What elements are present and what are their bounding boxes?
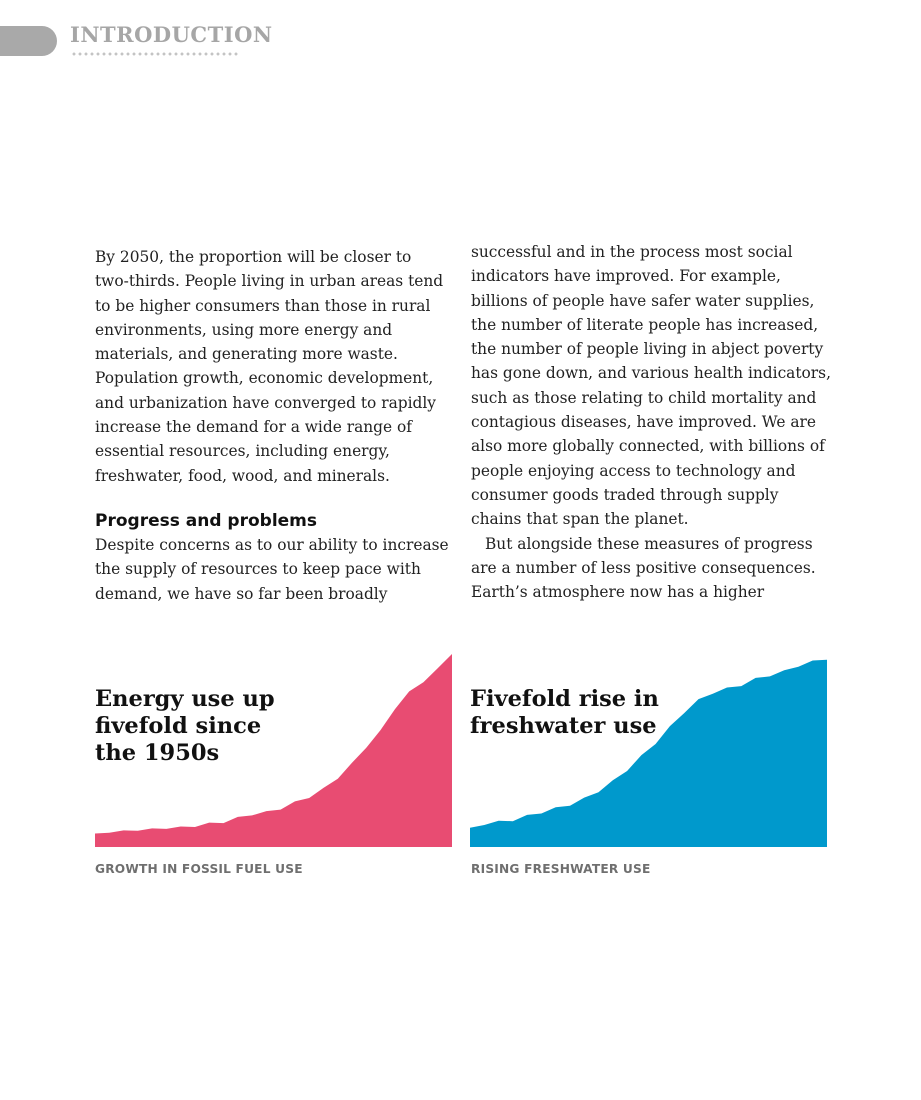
text-line: people enjoying access to technology and xyxy=(471,461,796,480)
dotted-rule xyxy=(71,50,239,58)
left-paragraph-1 xyxy=(95,245,457,488)
text-line: such as those relating to child mortality and xyxy=(471,388,817,407)
chart-title-line: Fivefold rise in xyxy=(470,686,659,712)
text-line: By 2050, the proportion will be closer to xyxy=(95,248,412,266)
chart-caption: GROWTH IN FOSSIL FUEL USE xyxy=(95,862,303,876)
text-line: are a number of less positive consequences. xyxy=(471,558,816,577)
text-line: freshwater, food, wood, and minerals. xyxy=(95,466,390,485)
text-line: the number of people living in abject poverty xyxy=(471,340,824,359)
right-column xyxy=(471,240,833,604)
chart-title-line: freshwater use xyxy=(470,713,657,739)
text-line: the number of literate people has increased, xyxy=(471,315,819,334)
text-line: materials, and generating more waste. xyxy=(95,345,398,364)
chart-title-line: fivefold since xyxy=(95,713,262,739)
chart-title xyxy=(95,686,275,767)
right-paragraph-2 xyxy=(471,532,833,605)
chart-title xyxy=(470,686,659,740)
text-line: and urbanization have converged to rapidly xyxy=(95,393,436,412)
right-paragraph-1 xyxy=(471,240,833,532)
chart-title-line: Energy use up xyxy=(95,686,275,712)
text-line: contagious diseases, have improved. We are xyxy=(471,413,816,432)
text-line: environments, using more energy and xyxy=(95,320,393,339)
text-line: two-thirds. People living in urban areas tend xyxy=(95,272,444,291)
text-line: increase the demand for a wide range of xyxy=(95,418,412,437)
chart-caption: RISING FRESHWATER USE xyxy=(471,862,651,876)
text-line: the supply of resources to keep pace with xyxy=(95,560,421,579)
subheading: Progress and problems xyxy=(95,510,318,531)
text-line: Earth’s atmosphere now has a higher xyxy=(471,583,765,602)
chart-title-line: the 1950s xyxy=(95,740,220,766)
freshwater-area-chart xyxy=(470,650,827,850)
text-line: successful and in the process most social xyxy=(471,243,793,261)
text-line: But alongside these measures of progress xyxy=(485,534,813,553)
left-paragraph-2 xyxy=(95,533,457,606)
text-line: indicators have improved. For example, xyxy=(471,267,781,286)
section-tab xyxy=(0,26,57,56)
text-line: demand, we have so far been broadly xyxy=(95,584,388,603)
text-line: to be higher consumers than those in rural xyxy=(95,296,431,315)
text-line: billions of people have safer water supplies, xyxy=(471,291,815,310)
text-line: Population growth, economic development, xyxy=(95,369,434,388)
text-line: Despite concerns as to our ability to increase xyxy=(95,535,449,554)
section-heading: INTRODUCTION xyxy=(70,22,273,47)
text-line: also more globally connected, with billions of xyxy=(471,437,825,456)
energy-chart xyxy=(95,650,452,850)
left-column xyxy=(95,245,457,606)
freshwater-chart xyxy=(470,650,827,850)
text-line: chains that span the planet. xyxy=(471,510,689,529)
text-line: consumer goods traded through supply xyxy=(471,485,779,504)
text-line: has gone down, and various health indicators, xyxy=(471,364,831,383)
text-line: essential resources, including energy, xyxy=(95,442,390,461)
